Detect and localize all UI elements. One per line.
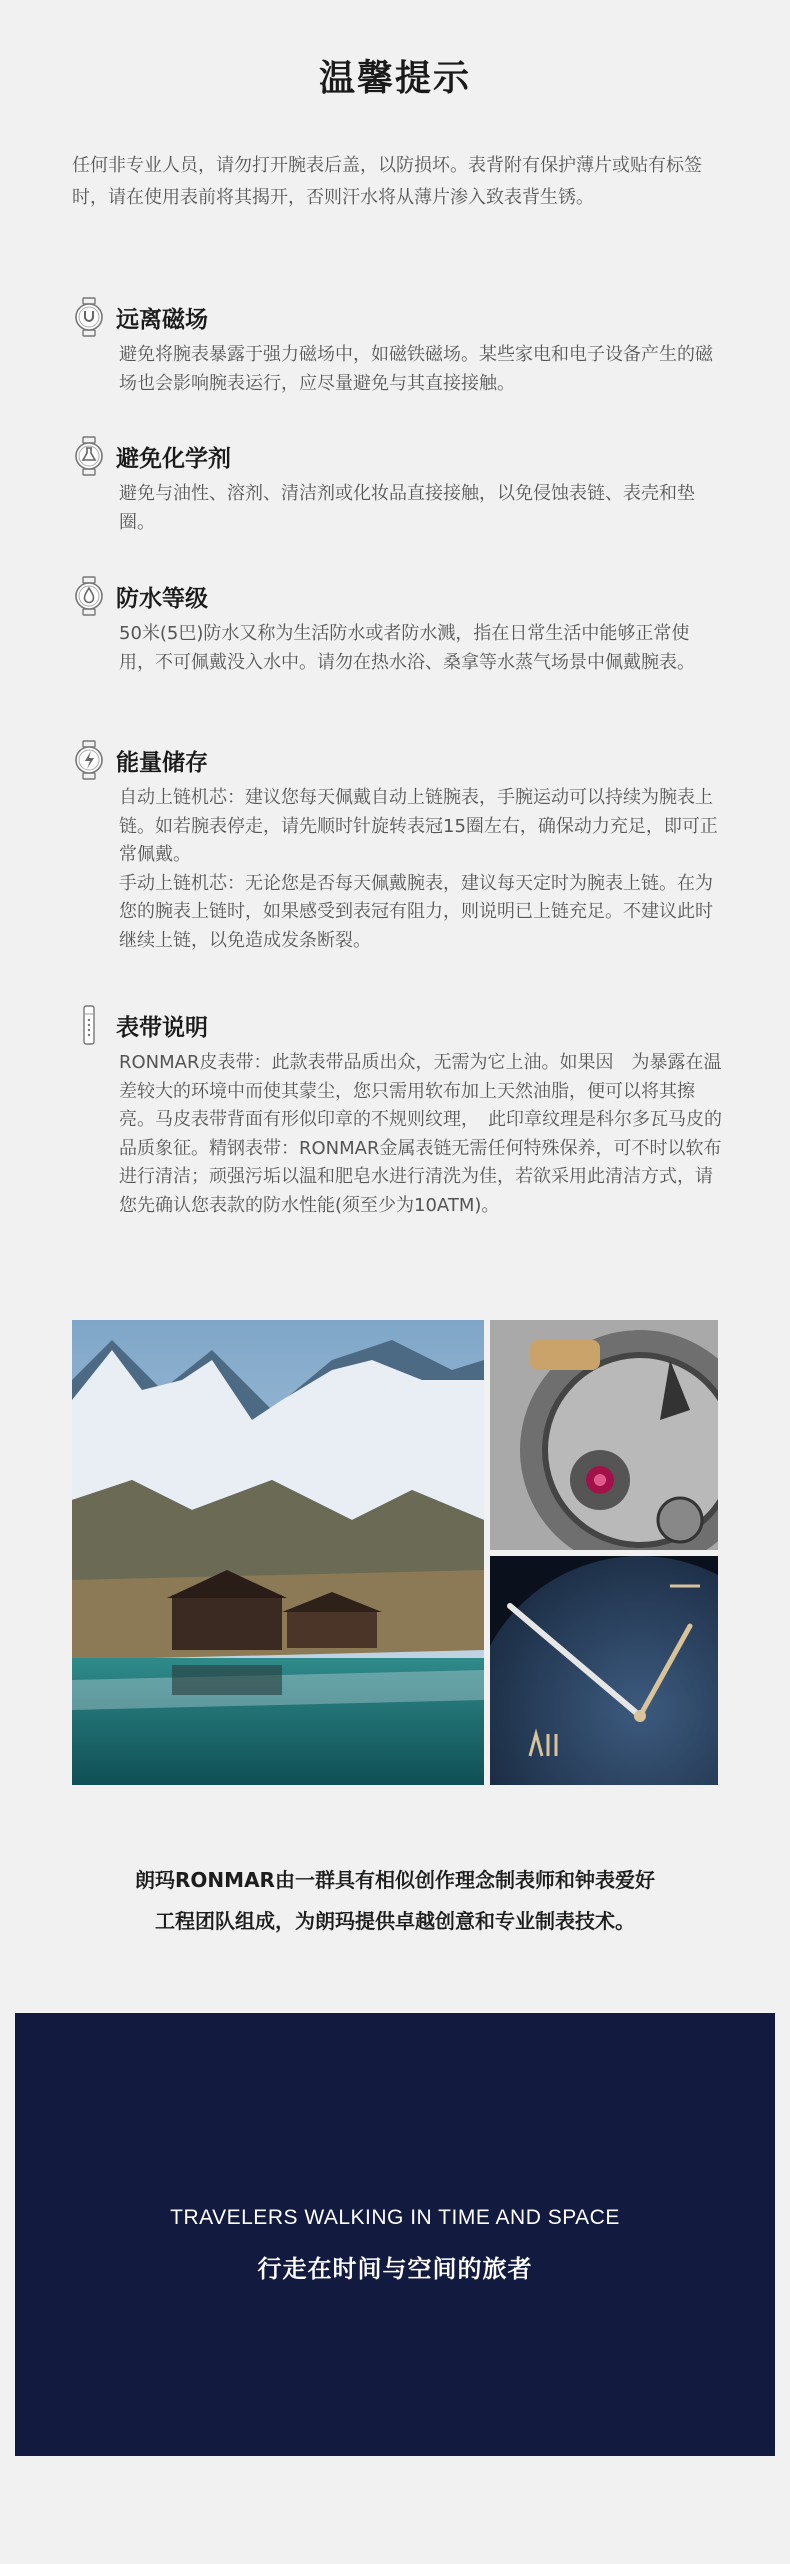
water-drop-watch-icon xyxy=(72,576,106,616)
mountain-lake-photo xyxy=(72,1320,484,1785)
magnet-watch-icon xyxy=(72,297,106,337)
section-paragraph: RONMAR皮表带：此款表带品质出众，无需为它上油。如果因 为暴露在温差较大的环境中而使其蒙尘，您只需用软布加上天然油脂，便可以将其擦亮。马皮表带背面有形似印章的不规则纹理， 此印章纹理是科尔多瓦马皮的品质象征。精钢表带：RONMAR金属表链无需任何特殊保养，可不时以软布 进行清洁；顽强污垢以温和肥皂水进行清洗为佳，若欲采用此清洁方式，请您先确认您表款的防水性能(须至少为10ATM)。 xyxy=(119,1052,740,1216)
section-paragraph: 手动上链机芯：无论您是否每天佩戴腕表，建议每天定时为腕表上链。在为您的腕表上链时，如果感受到表冠有阻力，则说明已上链充足。不建议此时继续上链，以免造成发条断裂。 xyxy=(119,872,713,951)
lightning-watch-icon xyxy=(72,740,106,780)
section-magnetism xyxy=(72,297,722,398)
section-power-reserve xyxy=(72,740,722,955)
section-title: 能量储存 xyxy=(116,749,208,776)
section-title: 远离磁场 xyxy=(116,306,208,333)
brand-banner xyxy=(15,2013,775,2456)
banner-chinese-slogan: 行走在时间与空间的旅者 xyxy=(257,2255,533,2283)
section-paragraph: 避免与油性、溶剂、清洁剂或化妆品直接接触，以免侵蚀表链、表壳和垫圈。 xyxy=(119,483,695,533)
strap-icon xyxy=(72,1005,106,1045)
chemical-watch-icon xyxy=(72,436,106,476)
section-body xyxy=(119,1049,740,1220)
watch-movement-photo xyxy=(490,1320,718,1550)
brand-tagline-line2: 工程团队组成，为朗玛提供卓越创意和专业制表技术。 xyxy=(155,1909,635,1933)
section-title: 防水等级 xyxy=(116,585,208,612)
section-chemicals xyxy=(72,436,722,537)
section-water-resistance xyxy=(72,576,722,677)
section-title: 表带说明 xyxy=(116,1014,208,1041)
section-body xyxy=(119,341,722,398)
watch-dial-photo xyxy=(490,1556,718,1785)
section-title: 避免化学剂 xyxy=(116,445,231,472)
section-paragraph: 自动上链机芯：建议您每天佩戴自动上链腕表，手腕运动可以持续为腕表上链。如若腕表停走，请先顺时针旋转表冠15圈左右，确保动力充足，即可正常佩戴。 xyxy=(119,787,718,865)
section-paragraph: 避免将腕表暴露于强力磁场中，如磁铁磁场。某些家电和电子设备产生的磁场也会影响腕表运行，应尽量避免与其直接接触。 xyxy=(119,344,713,394)
brand-tagline-line1: 朗玛RONMAR由一群具有相似创作理念制表师和钟表爱好 xyxy=(135,1868,655,1892)
section-body xyxy=(119,784,722,955)
section-body xyxy=(119,480,722,537)
section-body xyxy=(119,620,722,677)
intro-text: 任何非专业人员，请勿打开腕表后盖，以防损坏。表背附有保护薄片或贴有标签时，请在使用表前将其揭开，否则汗水将从薄片渗入致表背生锈。 xyxy=(72,155,702,208)
section-strap xyxy=(72,1005,740,1220)
banner-english-slogan: TRAVELERS WALKING IN TIME AND SPACE xyxy=(170,2206,620,2229)
section-paragraph: 50米(5巴)防水又称为生活防水或者防水溅，指在日常生活中能够正常使用，不可佩戴没入水中。请勿在热水浴、桑拿等水蒸气场景中佩戴腕表。 xyxy=(119,623,695,673)
page-title: 温馨提示 xyxy=(318,58,471,99)
